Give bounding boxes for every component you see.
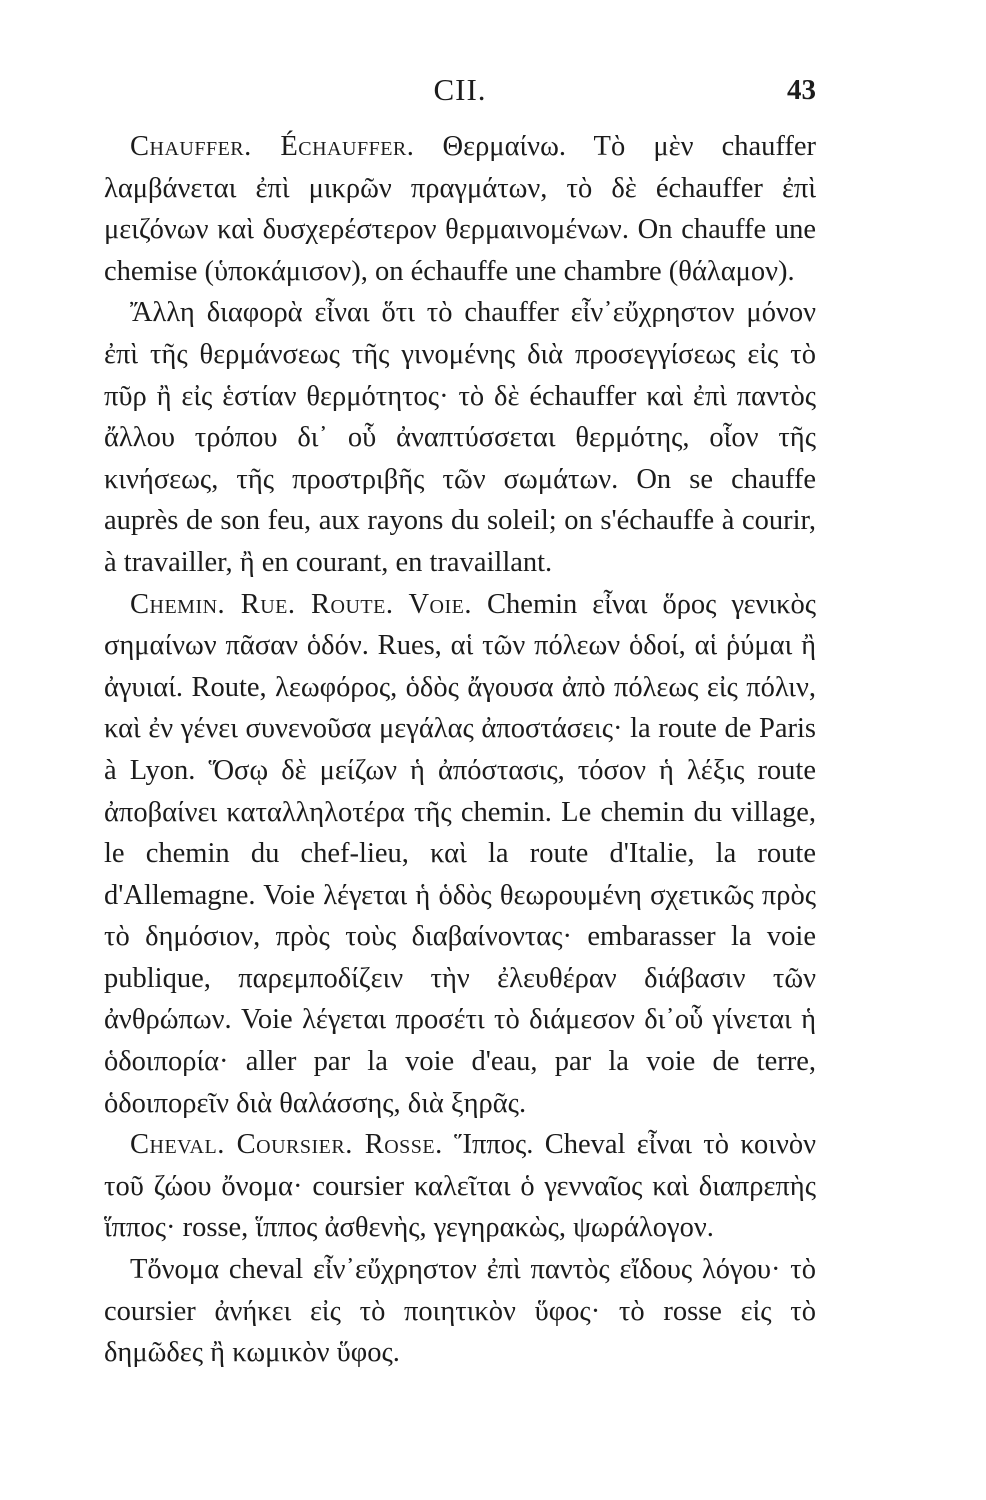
entry-text: Chemin εἶναι ὅρος γενικὸς σημαίνων πᾶσαν ὁδόν. Rues, αἱ τῶν πόλεων ὁδοί, αἱ ῥύμαι ἢ ἀγυιαί. Route, λεωφόρος, ὁδὸς ἄγουσα ἀπὸ πόλεως εἰς πόλιν, καὶ ἐν γένει συνενοῦσα μεγάλας ἀποστάσεις· la route de Paris à Lyon. Ὅσῳ δὲ μείζων ἡ ἀπόστασις, τόσον ἡ λέξις route ἀποβαίνει καταλληλοτέρα τῆς chemin. Le chemin du village, le chemin du chef-lieu, καὶ la route d'Italie, la route d'Allemagne. Voie λέγεται ἡ ὁδὸς θεωρουμένη σχετικῶς πρὸς τὸ δημόσιον, πρὸς τοὺς διαβαίνοντας· embarasser la voie publique, παρεμποδίζειν τὴν ἐλευθέραν διάβασιν τῶν ἀνθρώπων. Voie λέγεται προσέτι τὸ διάμεσον δι᾽οὗ γίνεται ἡ ὁδοιπορία· aller par la voie d'eau, par la voie de terre, ὁδοιπορεῖν διὰ θαλάσσης, διὰ ξηρᾶς. xyxy=(104,588,817,1119)
entry-cheval xyxy=(104,1124,816,1249)
entry-text: Ἵππος. Cheval εἶναι τὸ κοινὸν τοῦ ζώου ὄνομα· coursier καλεῖται ὁ γενναῖος καὶ διαπρεπὴς ἵππος· rosse, ἵππος ἀσθενὴς, γεγηρακὼς, ψωράλογον. xyxy=(104,1129,816,1244)
entry-text: Τὄνομα cheval εἶν᾽εὔχρηστον ἐπὶ παντὸς εἴδους λόγου· τὸ coursier ἀνήκει εἰς τὸ ποιητικὸν ὕφος· τὸ rosse εἰς τὸ δημῶδες ἢ κωμικὸν ὕφος. xyxy=(104,1254,816,1369)
entry-text: Θερμαίνω. Τὸ μὲν chauffer λαμβάνεται ἐπὶ μικρῶν πραγμάτων, τὸ δὲ échauffer ἐπὶ μειζόνων καὶ δυσχερέστερον θερμαινομένων. On chauffe une chemise (ὑποκάμισον), on échauffe une chambre (θάλαμον). xyxy=(104,131,817,287)
page-number: 43 xyxy=(787,74,816,106)
dictionary-text xyxy=(104,126,816,1374)
headword: Cheval. Coursier. Rosse. xyxy=(130,1129,443,1161)
headword: Chauffer. Échauffer. xyxy=(130,131,415,162)
entry-text: Ἄλλη διαφορὰ εἶναι ὅτι τὸ chauffer εἶν᾽εὔχρηστον μόνον ἐπὶ τῆς θερμάνσεως τῆς γινομένης διὰ προσεγγίσεως εἰς τὸ πῦρ ἢ εἰς ἑστίαν θερμότητος· τὸ δὲ échauffer καὶ ἐπὶ παντὸς ἄλλου τρόπου δι᾽ οὗ ἀναπτύσσεται θερμότης, οἷον τῆς κινήσεως, τῆς προστριβῆς τῶν σωμάτων. On se chauffe auprès de son feu, aux rayons du soleil; on s'échauffe à courir, à travailler, ἢ en courant, en travaillant. xyxy=(104,297,816,578)
entry-chemin xyxy=(104,584,816,1125)
entry-chauffer xyxy=(104,126,816,292)
running-head xyxy=(104,72,816,112)
entry-cheval-continued xyxy=(104,1249,816,1374)
entry-chauffer-continued xyxy=(104,292,816,583)
section-heading: CII. xyxy=(433,72,487,107)
headword: Chemin. Rue. Route. Voie. xyxy=(130,588,473,620)
